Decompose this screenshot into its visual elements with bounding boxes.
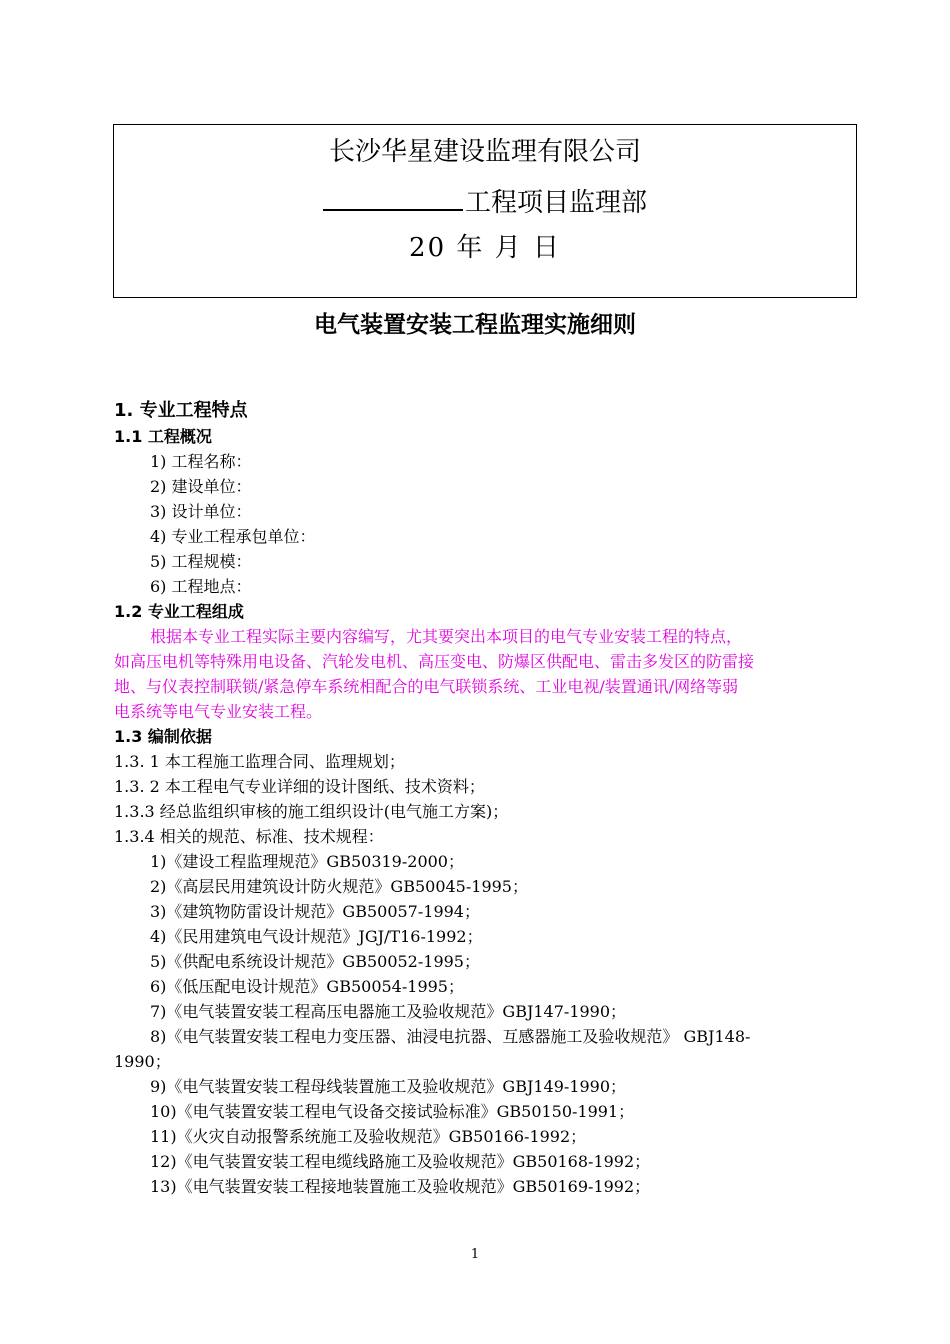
department-name: 工程项目监理部: [464, 188, 647, 218]
standard-item: 9)《电气装置安装工程母线装置施工及验收规范》GBJ149-1990；: [150, 1077, 627, 1096]
document-title: 电气装置安装工程监理实施细则: [314, 312, 636, 338]
standard-item: 2)《高层民用建筑设计防火规范》GB50045-1995；: [150, 877, 528, 896]
composition-paragraph-line: 电系统等电气专业安装工程。: [114, 702, 323, 721]
overview-item: 6) 工程地点：: [150, 577, 252, 596]
standard-item: 3)《建筑物防雷设计规范》GB50057-1994；: [150, 902, 480, 921]
standard-item: 1)《建设工程监理规范》GB50319-2000；: [150, 852, 464, 871]
date-line: 20 年 月 日: [409, 233, 561, 263]
company-name: 长沙华星建设监理有限公司: [328, 137, 641, 167]
basis-item: 1.3.3 经总监组织审核的施工组织设计(电气施工方案)；: [114, 802, 509, 821]
overview-item: 3) 设计单位：: [150, 502, 252, 521]
basis-item: 1.3. 1 本工程施工监理合同、监理规划；: [114, 752, 405, 771]
section-1-1-heading: 1.1 工程概况: [114, 427, 212, 446]
overview-item: 4) 专业工程承包单位：: [150, 527, 316, 546]
standard-item: 13)《电气装置安装工程接地装置施工及验收规范》GB50169-1992；: [150, 1177, 651, 1196]
composition-paragraph-line: 根据本专业工程实际主要内容编写，尤其要突出本项目的电气专业安装工程的特点，: [150, 627, 743, 646]
standard-item-continuation: 1990；: [114, 1052, 171, 1071]
section-1-heading: 1. 专业工程特点: [114, 400, 248, 421]
overview-item: 2) 建设单位：: [150, 477, 252, 496]
basis-item: 1.3.4 相关的规范、标准、技术规程：: [114, 827, 384, 846]
basis-item: 1.3. 2 本工程电气专业详细的设计图纸、技术资料；: [114, 777, 485, 796]
department-line: [114, 185, 856, 218]
header-box: [113, 124, 857, 298]
standard-item: 10)《电气装置安装工程电气设备交接试验标准》GB50150-1991；: [150, 1102, 635, 1121]
overview-item: 1) 工程名称：: [150, 452, 252, 471]
section-1-2-heading: 1.2 专业工程组成: [114, 602, 244, 621]
standard-item: 11)《火灾自动报警系统施工及验收规范》GB50166-1992；: [150, 1127, 587, 1146]
blank-underline: [323, 185, 463, 211]
standard-item: 8)《电气装置安装工程电力变压器、油浸电抗器、互感器施工及验收规范》 GBJ148-: [150, 1027, 751, 1046]
section-1-3-heading: 1.3 编制依据: [114, 727, 212, 746]
page-number: 1: [470, 1247, 480, 1262]
overview-item: 5) 工程规模：: [150, 552, 252, 571]
standard-item: 6)《低压配电设计规范》GB50054-1995；: [150, 977, 464, 996]
composition-paragraph-line: 如高压电机等特殊用电设备、汽轮发电机、高压变电、防爆区供配电、雷击多发区的防雷接: [114, 652, 755, 671]
standard-item: 12)《电气装置安装工程电缆线路施工及验收规范》GB50168-1992；: [150, 1152, 651, 1171]
standard-item: 4)《民用建筑电气设计规范》JGJ/T16-1992；: [150, 927, 483, 946]
standard-item: 7)《电气装置安装工程高压电器施工及验收规范》GBJ147-1990；: [150, 1002, 627, 1021]
standard-item: 5)《供配电系统设计规范》GB50052-1995；: [150, 952, 480, 971]
composition-paragraph-line: 地、与仪表控制联锁/紧急停车系统相配合的电气联锁系统、工业电视/装置通讯/网络等弱: [114, 677, 739, 696]
